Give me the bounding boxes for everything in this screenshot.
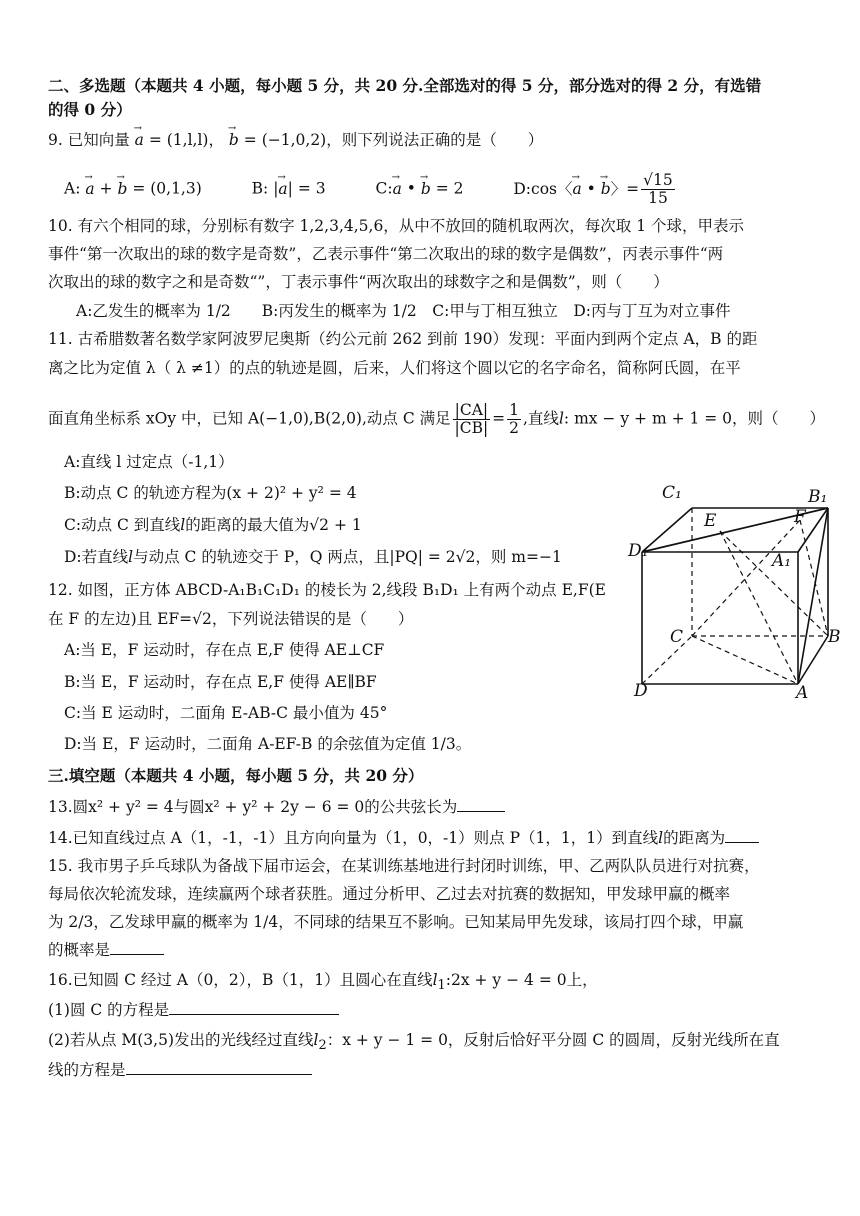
label-b1: B₁ (808, 487, 828, 507)
label-f: F (794, 507, 806, 527)
label-c1: C₁ (662, 483, 682, 503)
label-e: E (704, 511, 717, 531)
question-14: 14.已知直线过点 A（1，-1，-1）且方向向量为（1，0，-1）则点 P（1，1，1）到直线l的距离为 (48, 828, 759, 848)
question-10-options: A:乙发生的概率为 1/2 B:丙发生的概率为 1/2 C:甲与丁相互独立 D:丙与丁互为对立事件 (76, 302, 731, 320)
answer-blank (169, 1000, 339, 1015)
label-a1: A₁ (772, 551, 792, 571)
edge-d-c-hidden (642, 636, 692, 684)
option-c: C:→ a • → b = 2 (375, 180, 463, 198)
cube-figure (628, 483, 841, 703)
label-b: B (828, 627, 841, 647)
question-15-line-1: 15. 我市男子乒乓球队为备战下届市运会，在某训练基地进行封闭时训练，甲、乙两队队员进行对抗赛， (48, 857, 760, 875)
question-11-option-d: D:若直线l与动点 C 的轨迹交于 P，Q 两点，且|PQ| = 2√2，则 m=−1 (64, 548, 562, 566)
question-15-line-3: 为 2/3，乙发球甲赢的概率为 1/4，不同球的结果互不影响。已知某局甲先发球，该局打四个球，甲赢 (48, 913, 744, 931)
question-11-option-b: B:动点 C 的轨迹方程为(x + 2)² + y² = 4 (64, 484, 357, 502)
question-11-line-1: 11. 古希腊数著名数学家阿波罗尼奥斯（约公元前 262 到前 190）发现：平面内到两个定点 A，B 的距 (48, 330, 758, 348)
question-13: 13.圆x² + y² = 4与圆x² + y² + 2y − 6 = 0的公共弦长为 (48, 797, 505, 817)
option-d: D:cos〈→ a • → b〉= $\frac{√15}{15}$ (513, 180, 676, 198)
segment-e-b-hidden (720, 531, 828, 636)
question-15-line-4: 的概率是 (48, 940, 164, 960)
question-9-options (64, 172, 677, 207)
question-12-line-2: 在 F 的左边)且 EF=√2，下列说法错误的是（ ） (48, 610, 414, 628)
question-12-option-b: B:当 E，F 运动时，存在点 E,F 使得 AE∥BF (64, 673, 377, 691)
label-d1: D₁ (628, 541, 649, 561)
question-16-part-2: (2)若从点 M(3,5)发出的光线经过直线$l_2$：x + y − 1 = 0，反射后恰好平分圆 C 的圆周，反射光线所在直 (48, 1031, 780, 1054)
question-15-line-2: 每局依次轮流发球，连续赢两个球者获胜。通过分析甲、乙过去对抗赛的数据知，甲发球甲赢的概率 (48, 885, 731, 903)
question-12-option-a: A:当 E，F 运动时，存在点 E,F 使得 AE⊥CF (64, 641, 385, 659)
answer-blank (126, 1060, 312, 1075)
question-11-line-2: 离之比为定值 λ（ λ ≠1）的点的轨迹是圆，后来，人们将这个圆以它的名字命名，简称阿氏圆，在平 (48, 359, 741, 377)
label-d: D (634, 681, 648, 701)
question-10-line-1: 10. 有六个相同的球，分别标有数字 1,2,3,4,5,6，从中不放回的随机取两次，每次取 1 个球，甲表示 (48, 217, 745, 235)
question-10-line-3: 次取出的球的数字之和是奇数“”，丁表示事件“两次取出的球数字之和是偶数”，则（ ） (48, 273, 669, 291)
question-12-line-1: 12. 如图，正方体 ABCD-A₁B₁C₁D₁ 的棱长为 2,线段 B₁D₁ 上有两个动点 E,F(E (48, 581, 606, 599)
question-12-option-c: C:当 E 运动时，二面角 E-AB-C 最小值为 45° (64, 704, 388, 722)
label-a: A (796, 683, 809, 703)
section-2-title-cont: 的得 0 分） (48, 100, 132, 119)
question-11-option-a: A:直线 l 过定点（-1,1） (64, 453, 234, 471)
label-c: C (670, 627, 684, 647)
question-11-line-3: 面直角坐标系 xOy 中，已知 A(−1,0),B(2,0),动点 C 满足 $\frac{|CA|}{|CB|}$ = $\frac{1}{2}$ ,直线l: mx − y + m + 1 = 0，则（ ） (48, 401, 826, 437)
question-10-line-2: 事件“第一次取出的球的数字是奇数”，乙表示事件“第二次取出的球的数字是偶数”，丙表示事件“两 (48, 245, 724, 263)
question-16-part-2-cont: 线的方程是 (48, 1060, 312, 1080)
answer-blank (725, 828, 759, 843)
question-11-option-c: C:动点 C 到直线l的距离的最大值为√2 + 1 (64, 516, 362, 534)
answer-blank (457, 797, 505, 812)
question-16-part-1: (1)圆 C 的方程是 (48, 1000, 339, 1020)
segment-c-f-hidden (692, 520, 800, 636)
question-16: 16.已知圆 C 经过 A（0，2），B（1，1）且圆心在直线$l_1:2x + y - 4 = 0$上， (48, 971, 598, 994)
answer-blank (110, 940, 164, 955)
segment-a-b1 (798, 508, 828, 684)
option-b: B: |→ a| = 3 (252, 180, 326, 198)
option-a: A: → a + → b = (0,1,3) (64, 180, 202, 198)
question-12-option-d: D:当 E，F 运动时，二面角 A-EF-B 的余弦值为定值 1/3。 (64, 735, 472, 753)
section-2-title: 二、多选题（本题共 4 小题，每小题 5 分，共 20 分.全部选对的得 5 分，部分选对的得 2 分，有选错 (48, 76, 762, 95)
segment-c-a-hidden (692, 636, 798, 684)
question-9-stem: 9. 已知向量 → a = (1,l,l)， → b = (−1,0,2)，则下列说法正确的是（ ） (48, 130, 543, 150)
section-3-title: 三.填空题（本题共 4 小题，每小题 5 分，共 20 分） (48, 766, 424, 785)
